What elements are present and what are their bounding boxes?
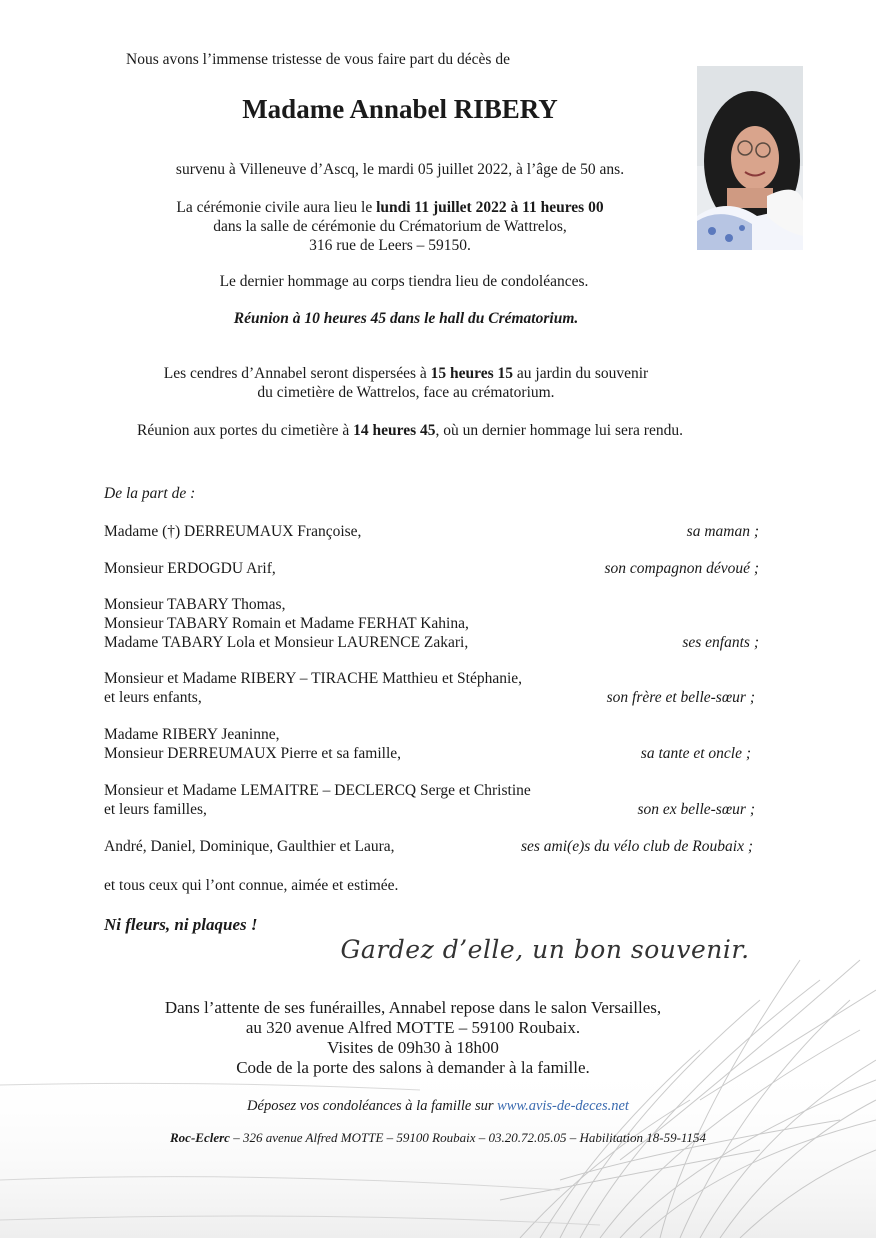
family-relation: sa maman ; bbox=[686, 523, 759, 540]
deceased-name: Madame Annabel RIBERY bbox=[242, 94, 558, 124]
ceremony-date: lundi 11 juillet 2022 à 11 heures 00 bbox=[376, 199, 604, 216]
family-relation: ses ami(e)s du vélo club de Roubaix ; bbox=[520, 838, 753, 855]
family-relation: son frère et belle-sœur ; bbox=[606, 689, 755, 706]
condoleances-text: Déposez vos condoléances à la famille sur bbox=[247, 1098, 498, 1114]
family-names bbox=[104, 595, 469, 652]
family-row bbox=[104, 837, 759, 857]
salon-block bbox=[0, 998, 826, 1078]
family-names: Madame (†) DERREUMAUX Françoise, bbox=[104, 523, 362, 540]
condoleances-line bbox=[0, 1098, 876, 1115]
family-row bbox=[104, 522, 759, 542]
family-name-line: et leurs enfants, bbox=[104, 689, 202, 706]
cendres-block bbox=[0, 364, 812, 402]
hommage-text: Le dernier hommage au corps tiendra lieu de condoléances. bbox=[219, 273, 589, 290]
footer-details: – 326 avenue Alfred MOTTE – 59100 Roubaix – 03.20.72.05.05 – Habilitation 18-59-1154 bbox=[229, 1130, 706, 1145]
family-names bbox=[104, 781, 531, 819]
quote-text: Gardez d’elle, un bon souvenir. bbox=[340, 935, 750, 964]
family-names: Monsieur ERDOGDU Arif, bbox=[104, 560, 276, 577]
family-name-line: Monsieur et Madame RIBERY – TIRACHE Matthieu et Stéphanie, bbox=[104, 670, 523, 687]
ceremony-line1-pre: La cérémonie civile aura lieu le bbox=[176, 199, 377, 216]
condoleances-link[interactable]: www.avis-de-deces.net bbox=[497, 1098, 629, 1114]
salon-line: au 320 avenue Alfred MOTTE – 59100 Roubaix. bbox=[245, 1018, 581, 1037]
cendres-line2: du cimetière de Wattrelos, face au crématorium. bbox=[257, 384, 555, 401]
ceremony-block bbox=[0, 198, 780, 255]
family-name-line: Monsieur DERREUMAUX Pierre et sa famille, bbox=[104, 745, 402, 762]
footer-company: Roc-Eclerc bbox=[170, 1130, 230, 1145]
salon-line: Visites de 09h30 à 18h00 bbox=[327, 1038, 499, 1057]
reunion-portes-time: 14 heures 45 bbox=[353, 422, 436, 439]
family-relation: son compagnon dévoué ; bbox=[604, 560, 759, 577]
family-names bbox=[104, 669, 522, 707]
family-name-line: et leurs familles, bbox=[104, 801, 207, 818]
family-relation: son ex belle-sœur ; bbox=[637, 801, 755, 818]
ceremony-line3: 316 rue de Leers – 59150. bbox=[309, 237, 471, 254]
cendres-time: 15 heures 15 bbox=[430, 365, 514, 382]
family-row bbox=[104, 669, 759, 709]
family-row bbox=[104, 559, 759, 579]
intro-text: Nous avons l’immense tristesse de vous faire part du décès de bbox=[126, 51, 510, 68]
deceased-details: survenu à Villeneuve d’Ascq, le mardi 05 juillet 2022, à l’âge de 50 ans. bbox=[175, 161, 625, 178]
family-name-line: Madame TABARY Lola et Monsieur LAURENCE Zakari, bbox=[104, 634, 469, 651]
reunion-portes-pre: Réunion aux portes du cimetière à bbox=[137, 422, 354, 439]
family-names: André, Daniel, Dominique, Gaulthier et Laura, bbox=[104, 838, 395, 855]
family-relation: ses enfants ; bbox=[682, 634, 759, 651]
family-name-line: Madame RIBERY Jeaninne, bbox=[104, 726, 280, 743]
family-relation: sa tante et oncle ; bbox=[640, 745, 751, 762]
family-name-line: Monsieur TABARY Romain et Madame FERHAT Kahina, bbox=[104, 615, 469, 632]
reunion-hall-text: Réunion à 10 heures 45 dans le hall du Crématorium. bbox=[233, 310, 579, 327]
family-names bbox=[104, 725, 401, 763]
reunion-portes bbox=[0, 421, 820, 440]
family-name-line: Monsieur et Madame LEMAITRE – DECLERCQ Serge et Christine bbox=[104, 782, 531, 799]
ceremony-line2: dans la salle de cérémonie du Crématorium de Wattrelos, bbox=[213, 218, 567, 235]
de-la-part-heading: De la part de : bbox=[104, 485, 196, 502]
family-row bbox=[104, 725, 759, 765]
cendres-post: au jardin du souvenir bbox=[513, 365, 649, 382]
cendres-pre: Les cendres d’Annabel seront dispersées à bbox=[163, 365, 431, 382]
family-row bbox=[104, 595, 759, 653]
salon-line: Code de la porte des salons à demander à la famille. bbox=[236, 1058, 590, 1077]
no-flowers-text: Ni fleurs, ni plaques ! bbox=[104, 915, 258, 934]
family-name-line: Monsieur TABARY Thomas, bbox=[104, 596, 286, 613]
salon-line: Dans l’attente de ses funérailles, Annabel repose dans le salon Versailles, bbox=[164, 998, 662, 1017]
footer bbox=[0, 1130, 876, 1146]
final-line: et tous ceux qui l’ont connue, aimée et estimée. bbox=[104, 877, 399, 894]
reunion-portes-post: , où un dernier hommage lui sera rendu. bbox=[435, 422, 683, 439]
family-row bbox=[104, 781, 759, 821]
